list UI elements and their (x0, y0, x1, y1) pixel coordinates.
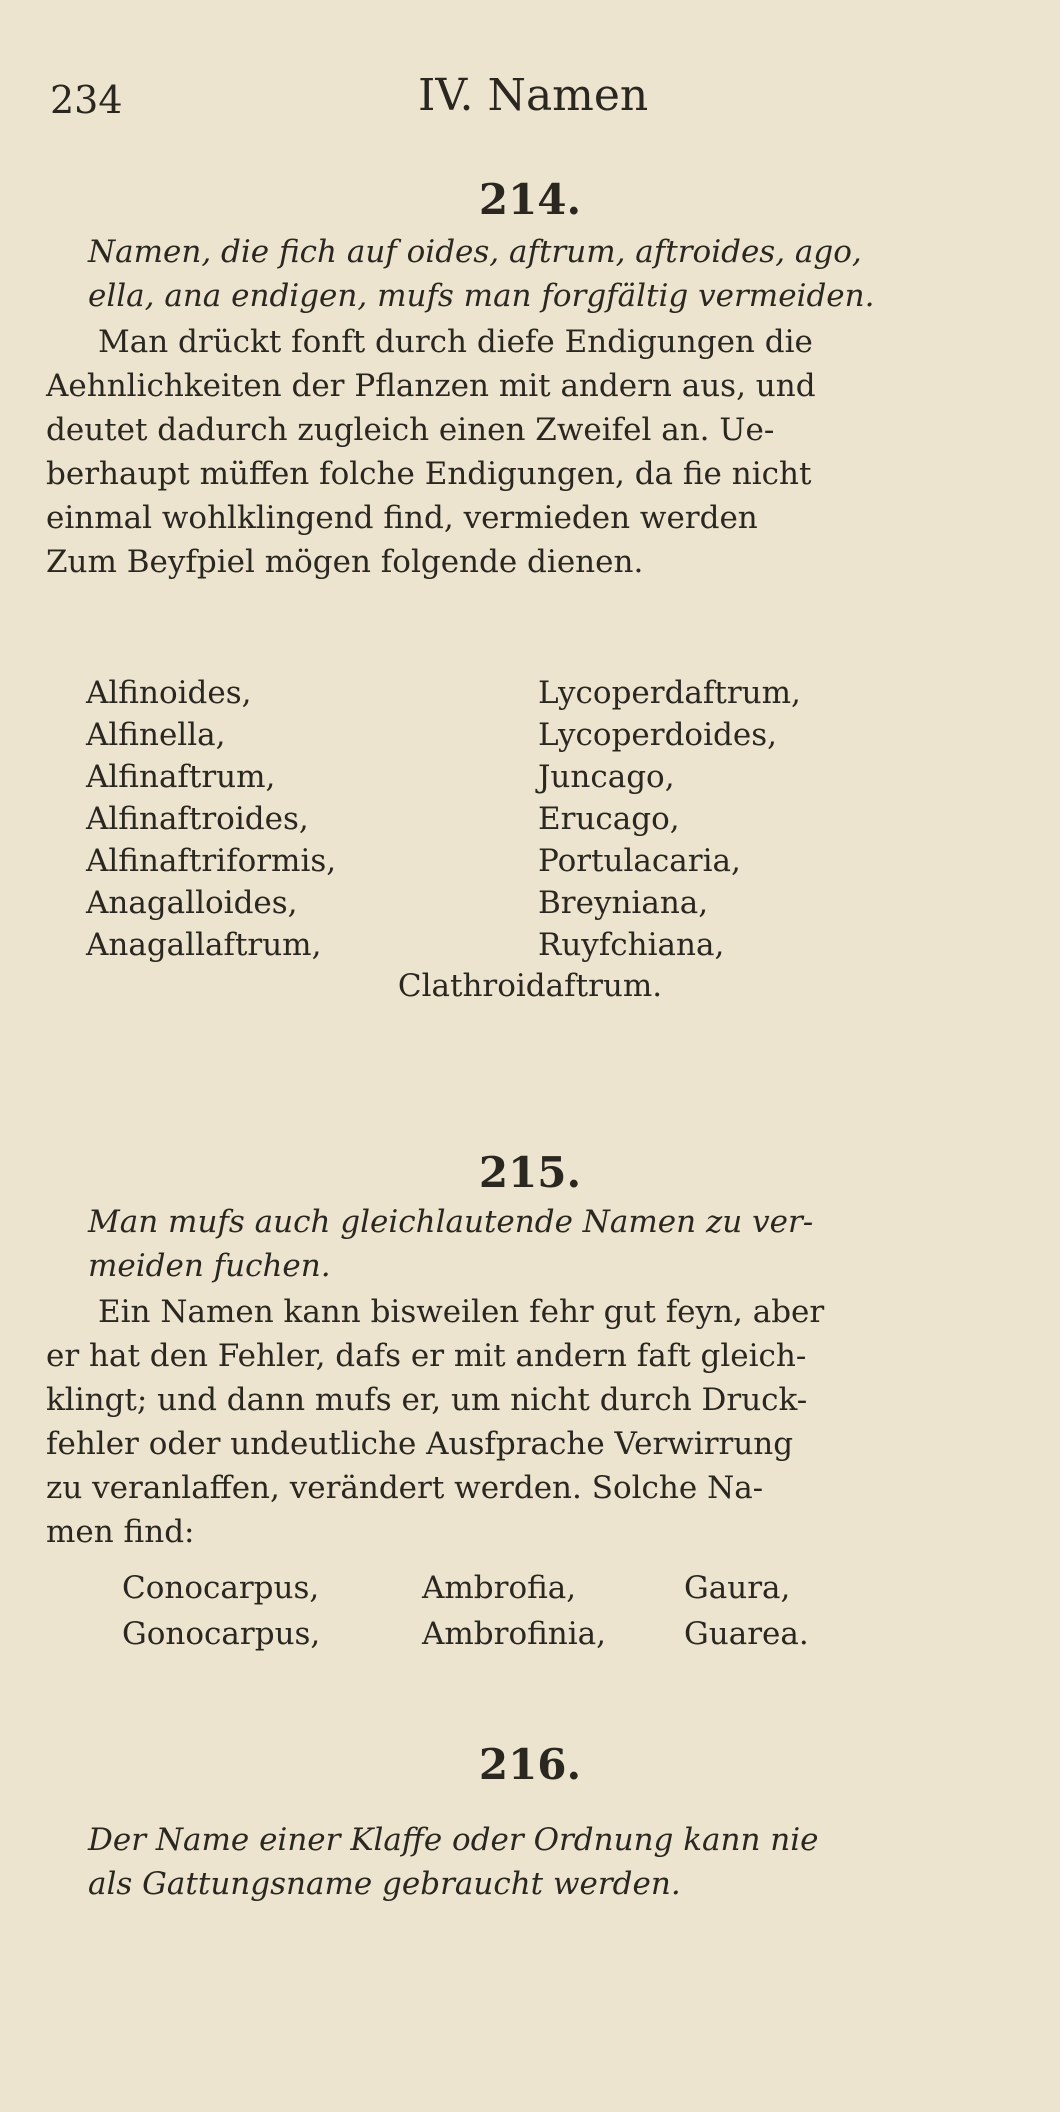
body-line: er hat den Fehler, dafs er mit andern faft gleich- (46, 1338, 807, 1374)
plant-name: Alfinella, (86, 717, 226, 753)
plant-name: Conocarpus, (122, 1570, 320, 1606)
name-column-right (538, 672, 801, 966)
rule-line: Man mufs auch gleichlautende Namen zu ver- (88, 1204, 814, 1240)
body-line: Zum Beyfpiel mögen folgende dienen. (46, 544, 644, 580)
body-line: einmal wohlklingend find, vermieden werden (46, 500, 758, 536)
body-line: zu veranlaffen, verändert werden. Solche Na- (46, 1470, 764, 1506)
plant-name: Gonocarpus, (122, 1616, 321, 1652)
section-rule (88, 230, 1028, 318)
body-line: Man drückt fonft durch diefe Endigungen die (98, 324, 813, 360)
rule-line: ella, ana endigen, mufs man forgfältig vermeiden. (88, 278, 875, 314)
plant-name: Breyniana, (538, 885, 709, 921)
running-head: IV. Namen (418, 70, 649, 121)
plant-name: Erucago, (538, 801, 680, 837)
rule-line: meiden fuchen. (88, 1248, 331, 1284)
plant-name: Ambrofia, (422, 1570, 577, 1606)
plant-name: Guarea. (684, 1616, 809, 1652)
section-number: 214. (478, 175, 582, 224)
section-body (46, 1290, 1026, 1554)
section-number: 215. (478, 1148, 582, 1197)
body-line: berhaupt müffen folche Endigungen, da fie nicht (46, 456, 812, 492)
body-line: men find: (46, 1514, 195, 1550)
plant-name: Lycoperdaftrum, (538, 675, 801, 711)
name-row (122, 1570, 1022, 1614)
plant-name: Portulacaria, (538, 843, 741, 879)
page-number: 234 (50, 78, 123, 122)
rule-line: Der Name einer Klaffe oder Ordnung kann nie (88, 1822, 819, 1858)
plant-name: Alfinaftroides, (86, 801, 309, 837)
plant-name: Anagalloides, (86, 885, 298, 921)
plant-name: Ambrofinia, (422, 1616, 607, 1652)
section-rule (88, 1818, 1028, 1906)
plant-name: Lycoperdoides, (538, 717, 777, 753)
plant-name: Juncago, (538, 759, 675, 795)
section-body (46, 320, 1026, 584)
plant-name: Alfinaftrum, (86, 759, 276, 795)
section-number: 216. (478, 1740, 582, 1789)
plant-name: Ruyfchiana, (538, 927, 725, 963)
plant-name: Alfinoides, (86, 675, 252, 711)
section-rule (88, 1200, 1028, 1288)
rule-line: als Gattungsname gebraucht werden. (88, 1866, 681, 1902)
name-row (122, 1616, 1022, 1660)
plant-name: Anagallaftrum, (86, 927, 322, 963)
rule-line: Namen, die fich auf oides, aftrum, aftroides, ago, (88, 234, 862, 270)
body-line: klingt; und dann mufs er, um nicht durch Druck- (46, 1382, 808, 1418)
body-line: Aehnlichkeiten der Pflanzen mit andern aus, und (46, 368, 816, 404)
name-column-left (86, 672, 336, 966)
plant-name-centered: Clathroidaftrum. (397, 968, 663, 1004)
page-header (50, 70, 1010, 130)
plant-name-list (86, 672, 986, 972)
body-line: Ein Namen kann bisweilen fehr gut feyn, aber (98, 1294, 825, 1330)
plant-name: Gaura, (684, 1570, 791, 1606)
plant-name: Alfinaftriformis, (86, 843, 337, 879)
body-line: deutet dadurch zugleich einen Zweifel an. Ue- (46, 412, 775, 448)
body-line: fehler oder undeutliche Ausfprache Verwirrung (46, 1426, 794, 1462)
